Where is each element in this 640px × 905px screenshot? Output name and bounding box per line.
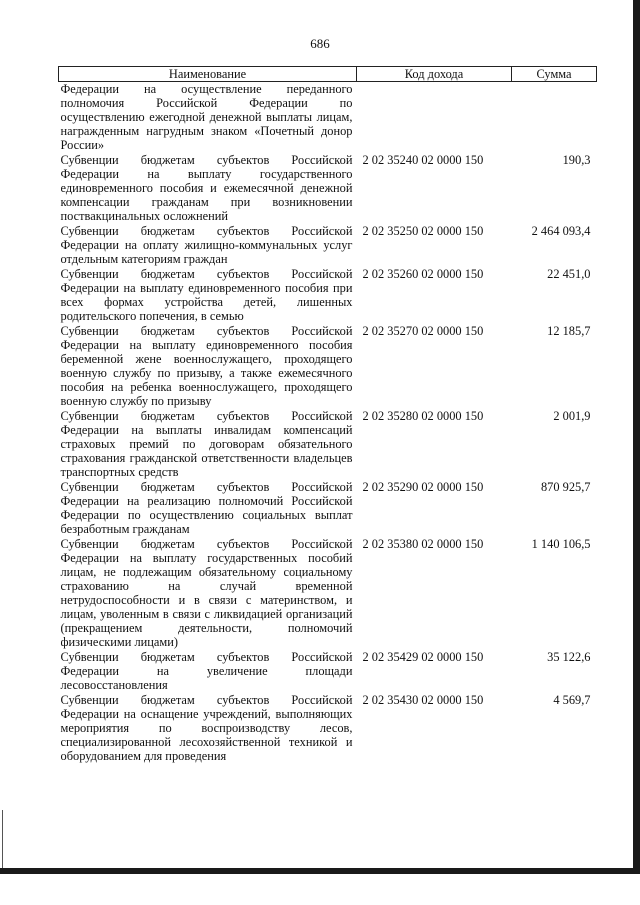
table-row xyxy=(59,224,597,267)
page-number: 686 xyxy=(310,36,330,51)
row-name: Субвенции бюджетам субъектов Российской Федерации на увеличение площади лесовосстановления xyxy=(60,650,353,692)
row-sum: 22 451,0 xyxy=(547,267,591,281)
scan-border-right xyxy=(633,0,640,874)
row-sum: 4 569,7 xyxy=(553,693,591,707)
table-row xyxy=(59,267,597,324)
row-income-code: 2 02 35380 02 0000 150 xyxy=(362,537,484,551)
row-income-code: 2 02 35270 02 0000 150 xyxy=(362,324,484,338)
row-sum: 190,3 xyxy=(562,153,591,167)
scan-border-bottom xyxy=(0,868,640,874)
row-income-code: 2 02 35260 02 0000 150 xyxy=(362,267,484,281)
row-sum: 870 925,7 xyxy=(540,480,591,494)
row-income-code: 2 02 35429 02 0000 150 xyxy=(362,650,484,664)
row-name: Субвенции бюджетам субъектов Российской Федерации на выплату единовременного пособия при всех формах устройства детей, лишенных родительского попечения, в семью xyxy=(60,267,353,323)
row-name: Субвенции бюджетам субъектов Российской Федерации на выплаты инвалидам компенсаций страховых премий по договорам обязательного страхования гражданской ответственности владельцев транспортных средств xyxy=(60,409,353,479)
table-header-row xyxy=(59,67,597,82)
table-row xyxy=(59,693,597,764)
row-name: Субвенции бюджетам субъектов Российской Федерации на выплату единовременного пособия беременной жене военнослужащего, проходящего военную службу по призыву, а также ежемесячного пособия на ребенка военнослужащего, проходящего военную службу по призыву xyxy=(60,324,353,408)
row-name: Субвенции бюджетам субъектов Российской Федерации на оплату жилищно-коммунальных услуг отдельным категориям граждан xyxy=(60,224,353,266)
table-row xyxy=(59,153,597,224)
scan-edge-left xyxy=(2,810,3,868)
table-row xyxy=(59,650,597,693)
row-sum: 1 140 106,5 xyxy=(531,537,591,551)
row-sum: 2 001,9 xyxy=(553,409,591,423)
row-income-code: 2 02 35430 02 0000 150 xyxy=(362,693,484,707)
row-name: Субвенции бюджетам субъектов Российской Федерации на оснащение учреждений, выполняющих мероприятия по воспроизводству лесов, специализированной лесохозяйственной техникой и оборудованием для проведения xyxy=(60,693,353,763)
row-name: Субвенции бюджетам субъектов Российской Федерации на выплату государственного единовременного пособия и ежемесячной денежной компенсации гражданам при возникновении поствакцинальных осложнений xyxy=(60,153,353,223)
row-income-code xyxy=(357,82,512,154)
row-income-code: 2 02 35250 02 0000 150 xyxy=(362,224,484,238)
revenue-table xyxy=(58,66,597,764)
table-row xyxy=(59,409,597,480)
row-sum: 12 185,7 xyxy=(547,324,591,338)
table-row xyxy=(59,82,597,154)
row-sum: 2 464 093,4 xyxy=(531,224,591,238)
header-sum: Сумма xyxy=(512,67,597,82)
row-name: Субвенции бюджетам субъектов Российской Федерации на реализацию полномочий Российской Федерации по осуществлению социальных выплат безработным гражданам xyxy=(60,480,353,536)
header-code: Код дохода xyxy=(357,67,512,82)
table-body xyxy=(59,82,597,765)
row-name: Федерации на осуществление переданного полномочия Российской Федерации по осуществлению ежегодной денежной выплаты лицам, награжденным нагрудным знаком «Почетный донор России» xyxy=(60,82,353,152)
row-sum: 35 122,6 xyxy=(547,650,591,664)
row-income-code: 2 02 35240 02 0000 150 xyxy=(362,153,484,167)
header-name: Наименование xyxy=(59,67,357,82)
row-income-code: 2 02 35280 02 0000 150 xyxy=(362,409,484,423)
row-income-code: 2 02 35290 02 0000 150 xyxy=(362,480,484,494)
row-name: Субвенции бюджетам субъектов Российской Федерации на выплату государственных пособий лицам, не подлежащим обязательному социальному страхованию на случай временной нетрудоспособности и в связи с материнством, и лицам, уволенным в связи с ликвидацией организаций (прекращением деятельности, полномочий физическими лицами) xyxy=(60,537,353,649)
table-row xyxy=(59,537,597,650)
row-sum xyxy=(512,82,597,154)
table-row xyxy=(59,480,597,537)
table-row xyxy=(59,324,597,409)
